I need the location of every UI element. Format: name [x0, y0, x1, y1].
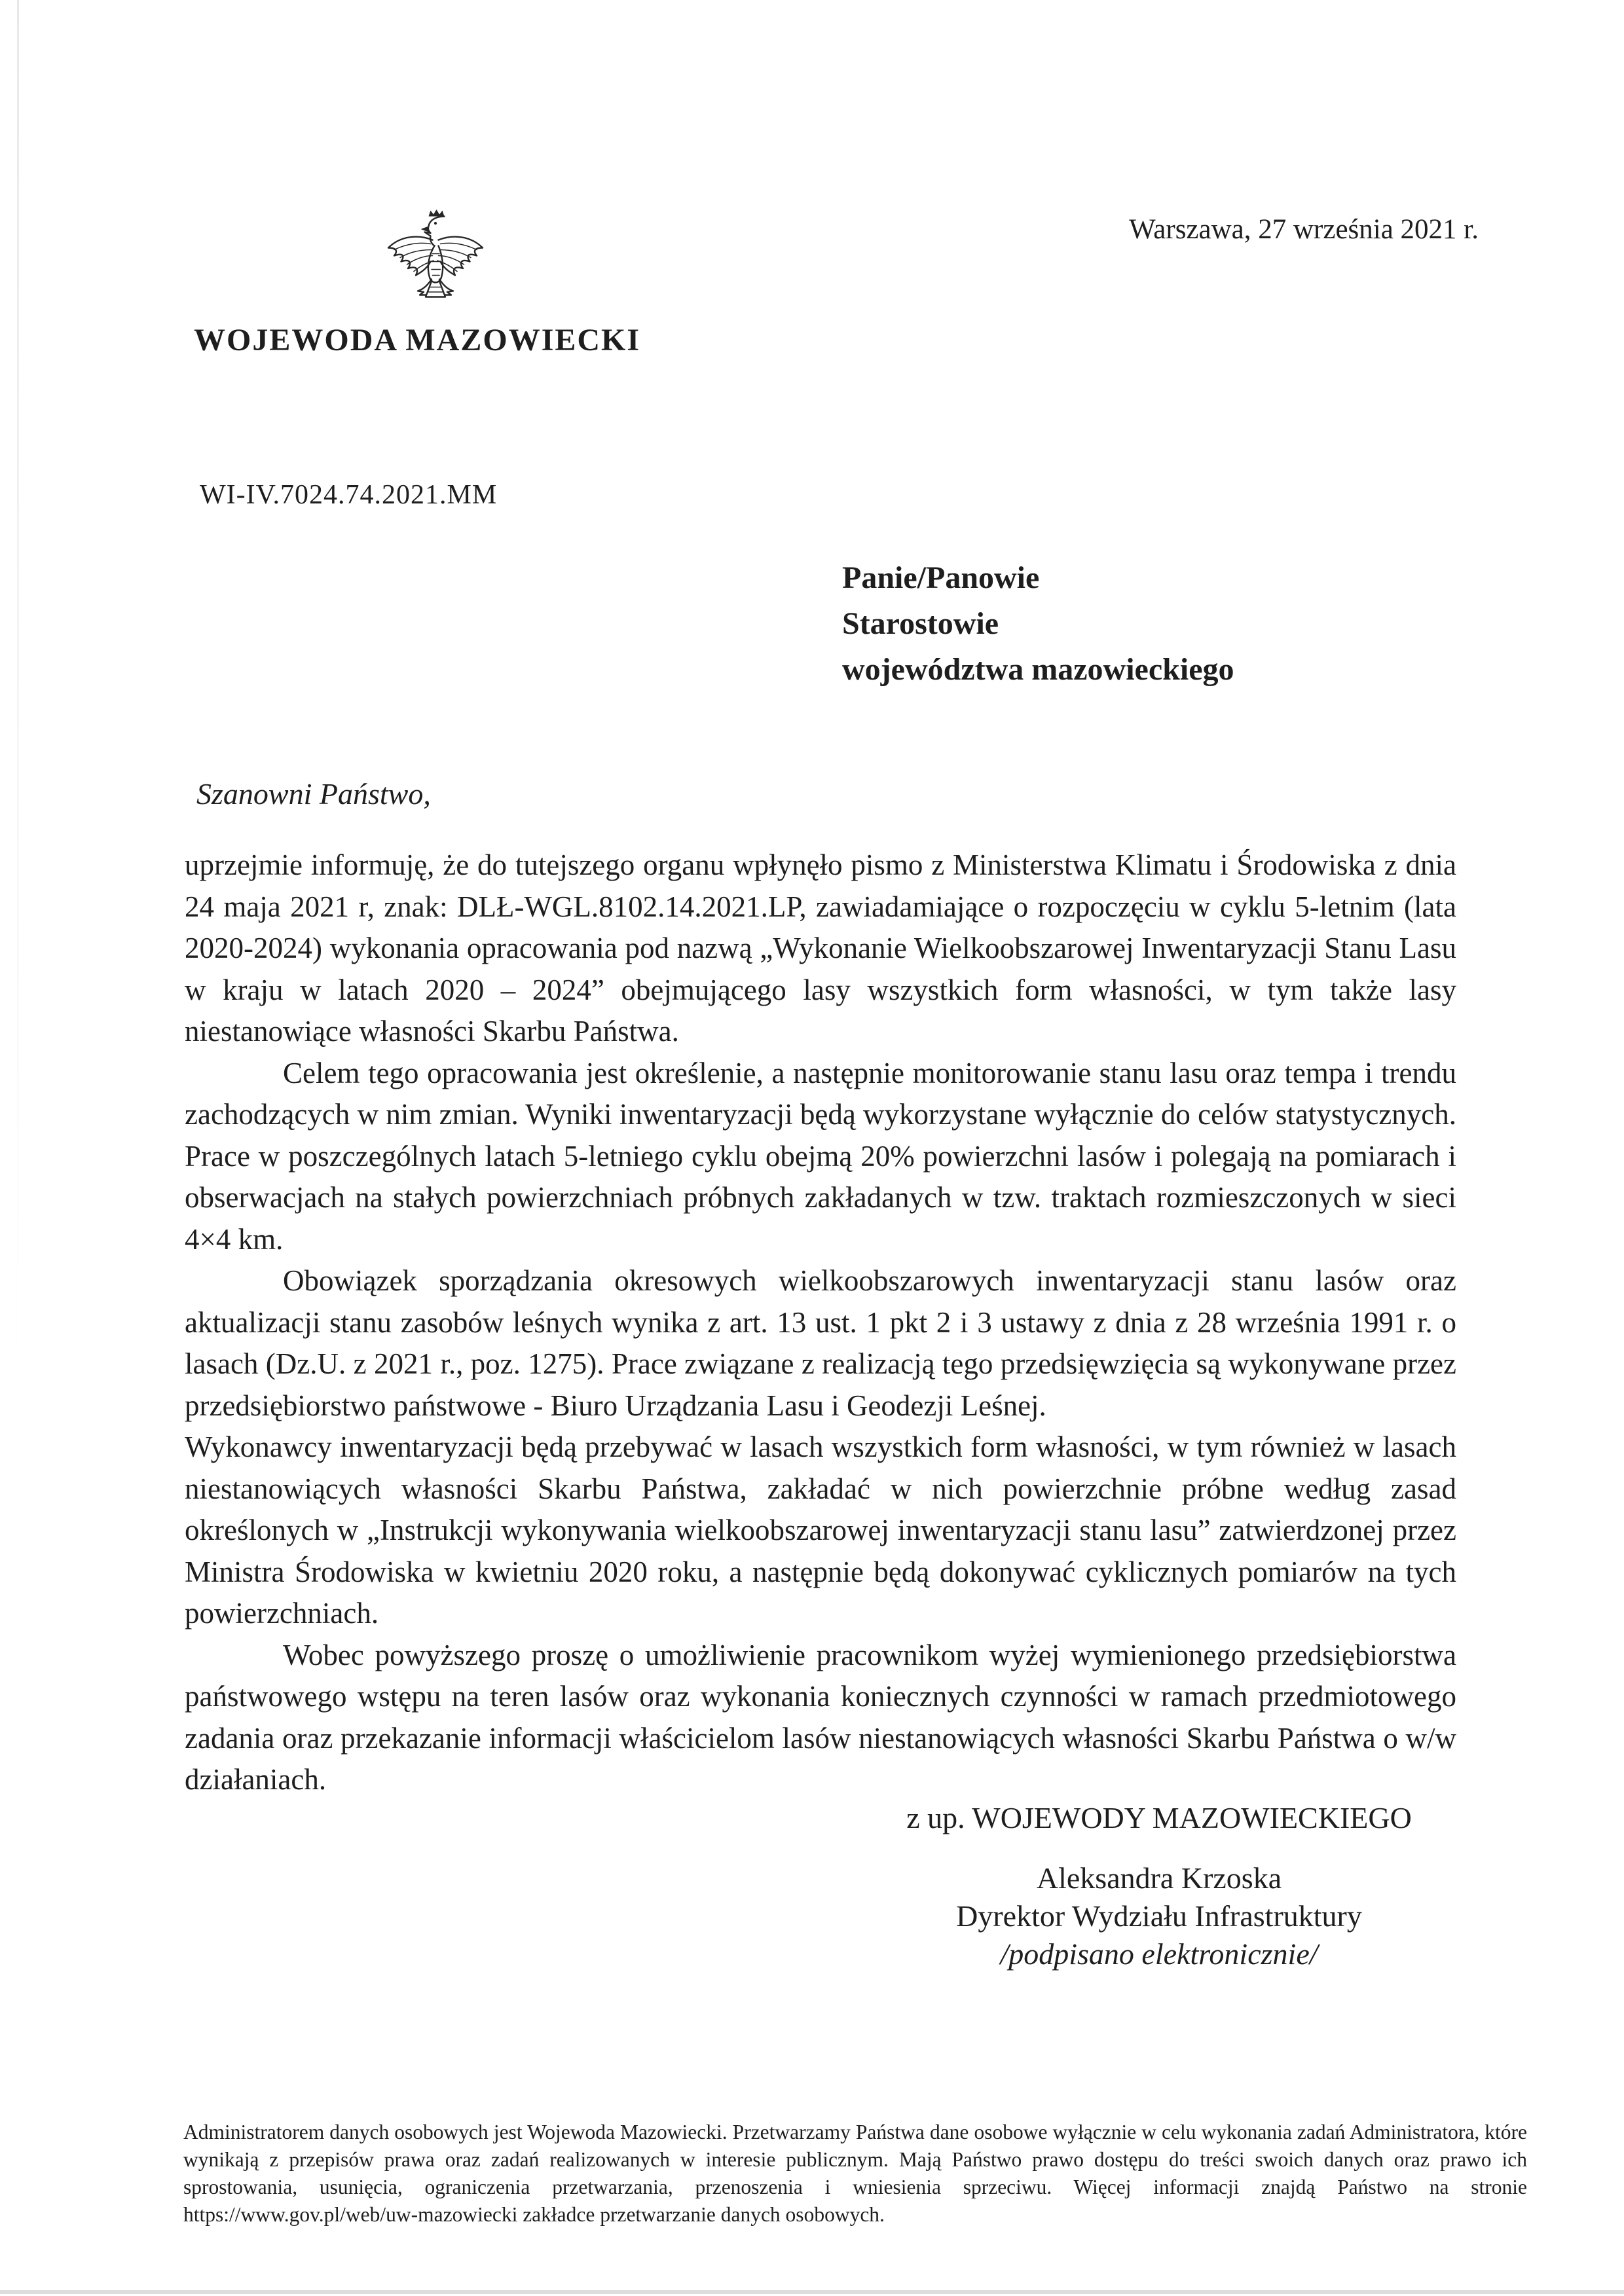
reference-number: WI-IV.7024.74.2021.MM	[200, 480, 498, 510]
signature-block	[838, 1799, 1480, 1973]
place-and-date: Warszawa, 27 września 2021 r.	[1129, 214, 1479, 245]
signatory-title: Dyrektor Wydziału Infrastruktury	[956, 1899, 1362, 1933]
sender-office-title: WOJEWODA MAZOWIECKI	[194, 323, 641, 357]
scan-artifact-bottom-edge	[0, 2290, 1624, 2294]
paragraph-4: Wykonawcy inwentaryzacji będą przebywać w lasach wszystkich form własności, w tym również w lasach niestanowiących własności Skarbu Państwa, zakładać w nich powierzchnie próbne według zasad określonych w „Instrukcji wykonywania wielkoobszarowej inwentaryzacji stanu lasu” zatwierdzonej przez Ministra Środowiska w kwietniu 2020 roku, a następnie będą dokonywać cyklicznych pomiarów na tych powierzchniach.	[185, 1430, 1456, 1630]
signature-authorization: z up. WOJEWODY MAZOWIECKIEGO	[906, 1801, 1412, 1834]
addressee-line-2: Starostowie	[842, 606, 999, 641]
signatory-name: Aleksandra Krzoska	[1036, 1861, 1282, 1895]
polish-eagle-emblem-icon	[377, 204, 494, 317]
gdpr-footer-notice: Administratorem danych osobowych jest Wojewoda Mazowiecki. Przetwarzamy Państwa dane osobowe wyłącznie w celu wykonania zadań Administratora, które wynikają z przepisów prawa oraz zadań realizowanych w interesie publicznym. Mają Państwo prawo dostępu do treści swoich danych oraz prawo ich sprostowania, usunięcia, ograniczenia przetwarzania, przenoszenia i wniesienia sprzeciwu. Więcej informacji znajdą Państwo na stronie https://www.gov.pl/web/uw-mazowiecki zakładce przetwarzanie danych osobowych.	[183, 2121, 1527, 2226]
addressee-line-1: Panie/Panowie	[842, 560, 1040, 595]
paragraph-2: Celem tego opracowania jest określenie, a następnie monitorowanie stanu lasu oraz tempa i trendu zachodzących w nim zmian. Wyniki inwentaryzacji będą wykorzystane wyłącznie do celów statystycznych. Prace w poszczególnych latach 5-letniego cyklu obejmą 20% powierzchni lasów i polegają na pomiarach i obserwacjach na stałych powierzchniach próbnych zakładanych w tzw. traktach rozmieszczonych w sieci 4×4 km.	[185, 1056, 1456, 1256]
salutation: Szanowni Państwo,	[196, 777, 431, 811]
scan-artifact-left-edge	[17, 0, 19, 1375]
addressee-block	[842, 555, 1234, 693]
letter-body	[185, 845, 1456, 1801]
paragraph-3: Obowiązek sporządzania okresowych wielkoobszarowych inwentaryzacji stanu lasów oraz aktualizacji stanu zasobów leśnych wynika z art. 13 ust. 1 pkt 2 i 3 ustawy z dnia z 28 września 1991 r. o lasach (Dz.U. z 2021 r., poz. 1275). Prace związane z realizacją tego przedsięwzięcia są wykonywane przez przedsiębiorstwo państwowe - Biuro Urządzania Lasu i Geodezji Leśnej.	[185, 1264, 1456, 1422]
addressee-line-3: województwa mazowieckiego	[842, 652, 1234, 687]
paragraph-1: uprzejmie informuję, że do tutejszego organu wpłynęło pismo z Ministerstwa Klimatu i Środowiska z dnia 24 maja 2021 r, znak: DLŁ-WGL.8102.14.2021.LP, zawiadamiające o rozpoczęciu w cyklu 5-letnim (lata 2020-2024) wykonania opracowania pod nazwą „Wykonanie Wielkoobszarowej Inwentaryzacji Stanu Lasu w kraju w latach 2020 – 2024” obejmującego lasy wszystkich form własności, w tym także lasy niestanowiące własności Skarbu Państwa.	[185, 848, 1456, 1048]
electronic-signature-note: /podpisano elektronicznie/	[1000, 1937, 1318, 1971]
paragraph-5: Wobec powyższego proszę o umożliwienie pracownikom wyżej wymienionego przedsiębiorstwa państwowego wstępu na teren lasów oraz wykonania koniecznych czynności w ramach przedmiotowego zadania oraz przekazanie informacji właścicielom lasów niestanowiących własności Skarbu Państwa o w/w działaniach.	[185, 1638, 1456, 1796]
